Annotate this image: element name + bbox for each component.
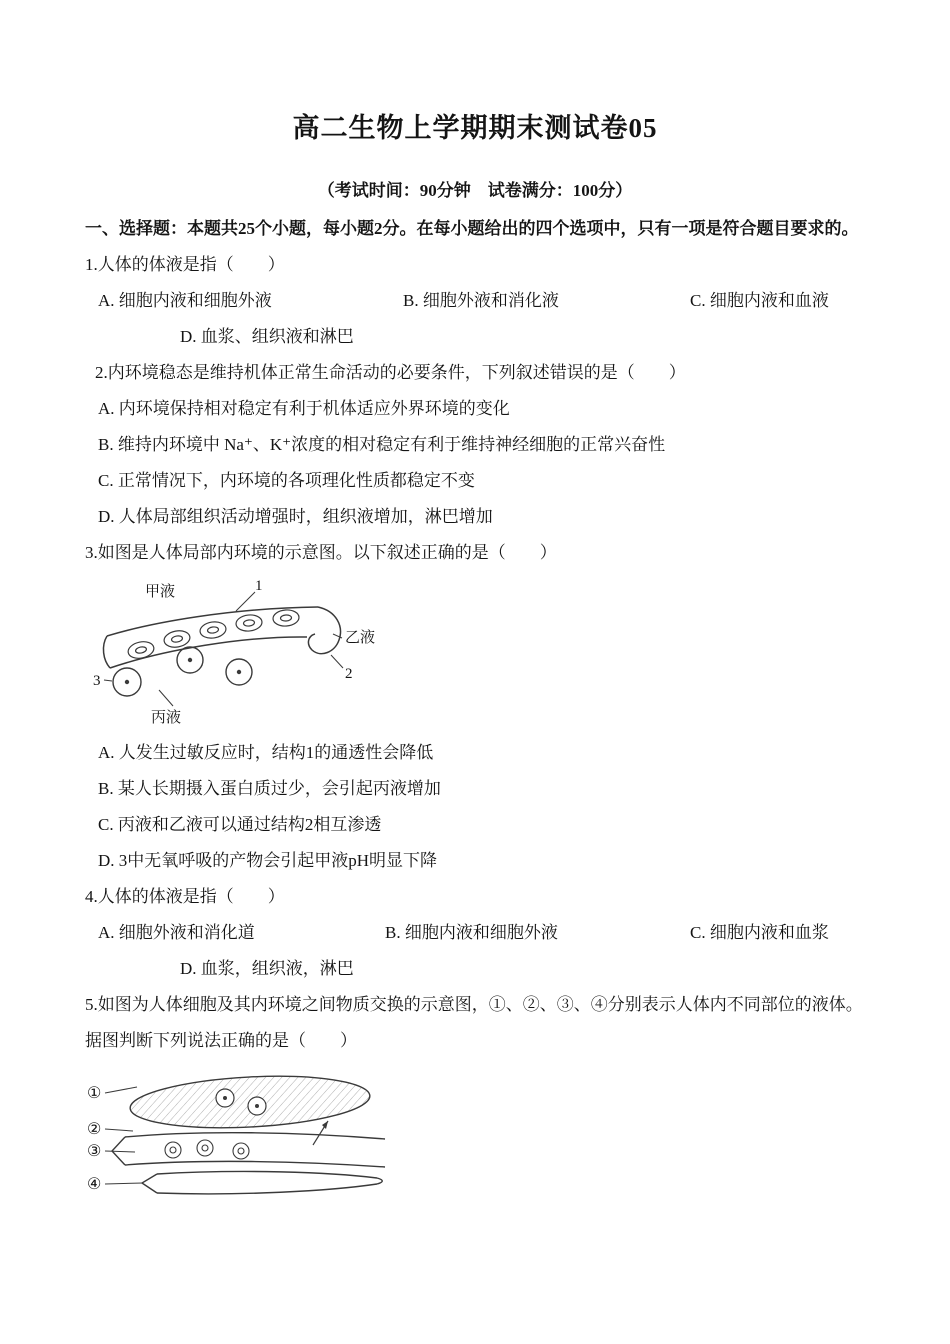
exchange-arrow: [313, 1121, 328, 1145]
q3-option-c: C. 丙液和乙液可以通过结构2相互渗透: [98, 815, 382, 834]
fig2-labels: [87, 1085, 101, 1193]
q4-option-d: D. 血浆，组织液，淋巴: [180, 959, 354, 978]
red-blood-cells: [127, 609, 300, 660]
body-cells: [113, 647, 252, 696]
fig1-labels: [93, 578, 375, 726]
lymph-vessel: [142, 1171, 382, 1193]
q2-option-a: A. 内环境保持相对稳定有利于机体适应外界环境的变化: [98, 399, 510, 418]
q3-diagram: [93, 578, 393, 728]
fig2-label-1: ①: [87, 1085, 102, 1102]
q3-option-d: D. 3中无氧呼吸的产物会引起甲液pH明显下降: [98, 851, 438, 870]
capillary-cells: [165, 1140, 249, 1159]
fig2-label-2: ②: [87, 1121, 102, 1138]
q4-option-c: C. 细胞内液和血浆: [690, 923, 829, 942]
figure-q3-internal-environment: [93, 578, 865, 728]
fig2-label-4: ④: [87, 1176, 102, 1193]
q4-options-row: [85, 922, 865, 944]
q1-option-c: C. 细胞内液和血液: [690, 291, 829, 310]
q5-diagram: [85, 1073, 405, 1208]
q1-stem: 1.人体的体液是指（ ）: [85, 255, 285, 274]
q4-option-a: A. 细胞外液和消化道: [98, 923, 255, 942]
q1-option-d: D. 血浆、组织液和淋巴: [180, 327, 354, 346]
fig1-label-2: 2: [345, 666, 353, 682]
fig1-label-bing-ye: 丙液: [151, 710, 182, 726]
figure-q5-fluid-exchange: [85, 1073, 865, 1208]
q3-option-a: A. 人发生过敏反应时，结构1的通透性会降低: [98, 743, 434, 762]
fig1-label-yi-ye: 乙液: [345, 630, 376, 646]
fig1-label-3: 3: [93, 673, 101, 689]
q3-option-b: B. 某人长期摄入蛋白质过少，会引起丙液增加: [98, 779, 441, 798]
q2-stem: 2.内环境稳态是维持机体正常生命活动的必要条件，下列叙述错误的是（ ）: [95, 363, 686, 382]
exam-info: （考试时间：90分钟 试卷满分：100分）: [317, 181, 633, 200]
page-title: 高二生物上学期期末测试卷05: [292, 113, 658, 143]
section-header: 一、选择题：本题共25个小题，每小题2分。在每小题给出的四个选项中，只有一项是符合题目要求的。: [85, 219, 859, 238]
fig1-label-jia-ye: 甲液: [145, 584, 176, 600]
q5-stem: 5.如图为人体细胞及其内环境之间物质交换的示意图，①、②、③、④分别表示人体内不同部位的液体。据图判断下列说法正确的是（ ）: [85, 995, 863, 1050]
q1-option-a: A. 细胞内液和细胞外液: [98, 291, 272, 310]
body-cell-shape: [129, 1073, 371, 1133]
q3-stem: 3.如图是人体局部内环境的示意图。以下叙述正确的是（ ）: [85, 543, 557, 562]
q2-option-d: D. 人体局部组织活动增强时，组织液增加，淋巴增加: [98, 507, 493, 526]
q2-option-b: B. 维持内环境中 Na⁺、K⁺浓度的相对稳定有利于维持神经细胞的正常兴奋性: [98, 435, 666, 454]
q1-option-b: B. 细胞外液和消化液: [403, 291, 559, 310]
fig2-label-3: ③: [87, 1143, 102, 1160]
q1-options-row: [85, 290, 865, 312]
q2-option-c: C. 正常情况下，内环境的各项理化性质都稳定不变: [98, 471, 475, 490]
fig1-label-1: 1: [255, 578, 263, 594]
q4-option-b: B. 细胞内液和细胞外液: [385, 923, 558, 942]
q4-stem: 4.人体的体液是指（ ）: [85, 887, 285, 906]
